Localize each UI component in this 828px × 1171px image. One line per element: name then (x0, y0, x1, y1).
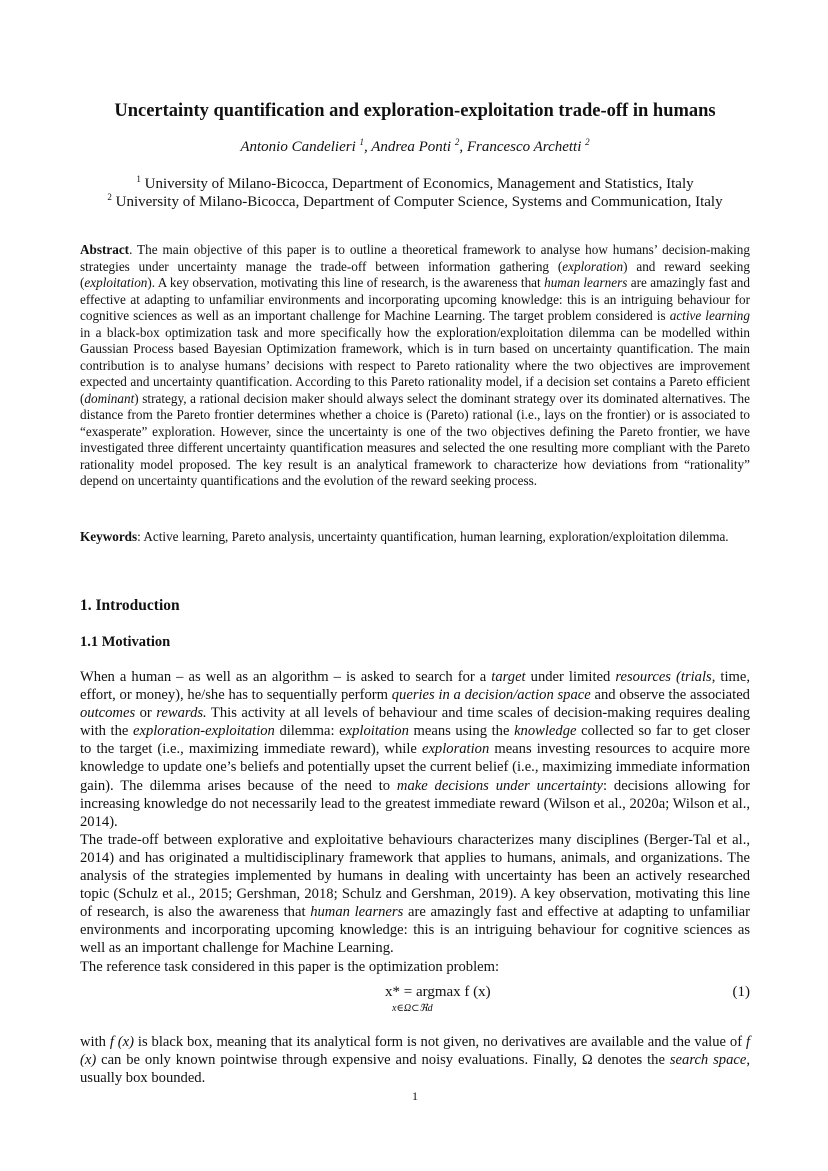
author-name: Andrea Ponti (371, 139, 452, 155)
paragraph (80, 831, 750, 958)
emphasis: search space (669, 1052, 747, 1069)
abstract-label: Abstract (80, 242, 130, 257)
text: collected so far to get closer to the target (i.e., maximizing immediate reward), while (80, 723, 750, 758)
abstract-emphasis: exploitation (84, 275, 148, 290)
text: : decisions allowing for increasing knowledge do not necessarily lead to the greatest immediate reward (Wilson et al., 2020a; Wilson et al., 2014). (80, 777, 751, 830)
paragraph (80, 668, 750, 831)
affiliation-marker: 1 (136, 174, 141, 184)
abstract-emphasis: active learning (669, 308, 750, 323)
body-text (80, 668, 750, 976)
body-text (80, 1033, 750, 1087)
keywords-label: Keywords (80, 529, 138, 544)
author-list: Antonio Candelieri $^1$, Andrea Ponti $^2$, Francesco Archetti $^2$ (240, 137, 590, 155)
affiliation-marker: 2 (107, 192, 112, 202)
text: When a human – as well as an algorithm – is asked to search for a (80, 669, 492, 685)
abstract-text: ). A key observation, motivating this line of research, is the awareness that (147, 275, 545, 290)
keywords (80, 529, 750, 546)
abstract-text: . The main objective of this paper is to outline a theoretical framework to analyse how humans’ decision-making strategies under uncertainty manage the trade-off between information gathering ( (80, 242, 750, 274)
affiliation-1 (80, 175, 750, 193)
abstract-emphasis: dominant (84, 390, 135, 406)
emphasis: exploration (421, 741, 490, 758)
equation-1 (80, 984, 750, 1018)
emphasis: outcomes (80, 705, 136, 722)
text: dilemma: e (274, 723, 346, 740)
abstract (80, 242, 750, 490)
keywords-text: : Active learning, Pareto analysis, uncertainty quantification, human learning, exploration/exploitation dilemma. (137, 529, 729, 544)
abstract-text: in a black-box optimization task and more specifically how the exploration/exploitation dilemma can be modelled within Gaussian Process based Bayesian Optimization framework, which is in turn based on uncertainty quantification. The main contribution is to analyse humans’ decisions with respect to Pareto rationality where the two objectives are improvement expected and uncertainty quantification. According to this Pareto rationality model, if a decision set contains a Pareto efficient ( (80, 324, 750, 406)
emphasis: xploitation (345, 723, 409, 740)
emphasis: f (x) (80, 1034, 751, 1069)
section-heading: 1. Introduction (80, 597, 180, 614)
author-name: Antonio Candelieri (240, 139, 356, 155)
paper-title: Uncertainty quantification and exploration-exploitation trade-off in humans (114, 101, 716, 121)
page-number: 1 (412, 1089, 418, 1103)
emphasis: resources (trials (615, 669, 712, 685)
emphasis: exploration-exploitation (132, 723, 275, 740)
equation-expression: x* = argmax f (x) (385, 984, 491, 1000)
text: or (135, 705, 157, 722)
emphasis: make decisions under uncertainty (396, 777, 604, 794)
abstract-text: are amazingly fast and effective at adapting to unfamiliar environments and incorporating upcoming knowledge: this is an intriguing behaviour for cognitive sciences as well as an important challenge for Machine Learning. The target problem considered is (80, 275, 750, 323)
paragraph: The reference task considered in this paper is the optimization problem: (80, 958, 500, 975)
emphasis: knowledge (514, 723, 577, 740)
text: with (80, 1034, 110, 1050)
text: is black box, meaning that its analytical form is not given, no derivatives are available and the value of (134, 1034, 746, 1050)
text: The trade-off between explorative and exploitative behaviours characterizes many disciplines (Berger-Tal et al., 2014) and has originated a multidisciplinary framework that applies to humans, animals, and organizations. The analysis of the strategies implemented by humans in dealing with uncertainty has been an actively researched topic (Schulz et al., 2015; Gershman, 2018; Schulz and Gershman, 2019). A key observation, motivating this line of research, is also the awareness that (80, 831, 750, 921)
emphasis: f (x) (109, 1034, 134, 1050)
text: and observe the associated (590, 687, 750, 704)
text: means investing resources to acquire more knowledge to update one’s beliefs and potentially upset the current belief (i.e., maximizing immediate information gain). The dilemma arises because of the need to (80, 741, 750, 794)
author-affiliation-marker: 2 (585, 137, 590, 147)
author-affiliation-marker: 1 (359, 137, 364, 147)
paragraph (80, 1033, 750, 1087)
abstract-emphasis: human learners (544, 275, 628, 290)
text: This activity at all levels of behaviour and time scales of decision-making requires dealing with the (80, 705, 750, 740)
affiliation-text: University of Milano-Bicocca, Department of Economics, Management and Statistics, Italy (144, 176, 694, 192)
abstract-text: ) strategy, a rational decision maker should always select the dominant strategy over its dominated alternatives. The distance from the Pareto frontier determines whether a choice is (Pareto) rational (i.e., lays on the frontier) or is associated to “exasperate” exploration. However, since the uncertainty is one of the two objectives defining the Pareto frontier, we have investigated three different uncertainty quantification measures and selected the one resulting more compliant with the Pareto rationality model proposed. The key result is an analytical framework to characterize how deviations from “rationality” depend on uncertainty quantifications and the evolution of the reward seeking process. (80, 390, 750, 488)
author-name: Francesco Archetti (466, 139, 582, 155)
abstract-text: ) and reward seeking ( (80, 258, 750, 290)
subsection-heading: 1.1 Motivation (80, 634, 171, 650)
affiliation-2 (80, 193, 750, 211)
text: under limited (525, 669, 616, 685)
equation-number: (1) (732, 984, 750, 1000)
author-affiliation-marker: 2 (454, 137, 460, 147)
text: are amazingly fast and effective at adapting to unfamiliar environments and incorporating upcoming knowledge: this is an intriguing behaviour for cognitive sciences as well as an important challenge for Machine Learning. (80, 904, 750, 957)
text: , time, effort, or money), he/she has to sequentially perform (80, 669, 750, 704)
text: can be only known pointwise through expensive and noisy evaluations. Finally, Ω denotes the (96, 1052, 670, 1069)
abstract-emphasis: exploration (562, 258, 624, 274)
emphasis: queries in a decision/action space (391, 687, 591, 704)
text: means using the (408, 723, 515, 740)
text: , usually box bounded. (80, 1052, 750, 1087)
equation-subscript: x∈Ω⊂ℜd (392, 1003, 433, 1014)
emphasis: target (491, 669, 526, 685)
affiliation-text: University of Milano-Bicocca, Department of Computer Science, Systems and Communication, Italy (115, 194, 723, 210)
emphasis: rewards. (156, 705, 207, 722)
emphasis: human learners (310, 904, 404, 921)
